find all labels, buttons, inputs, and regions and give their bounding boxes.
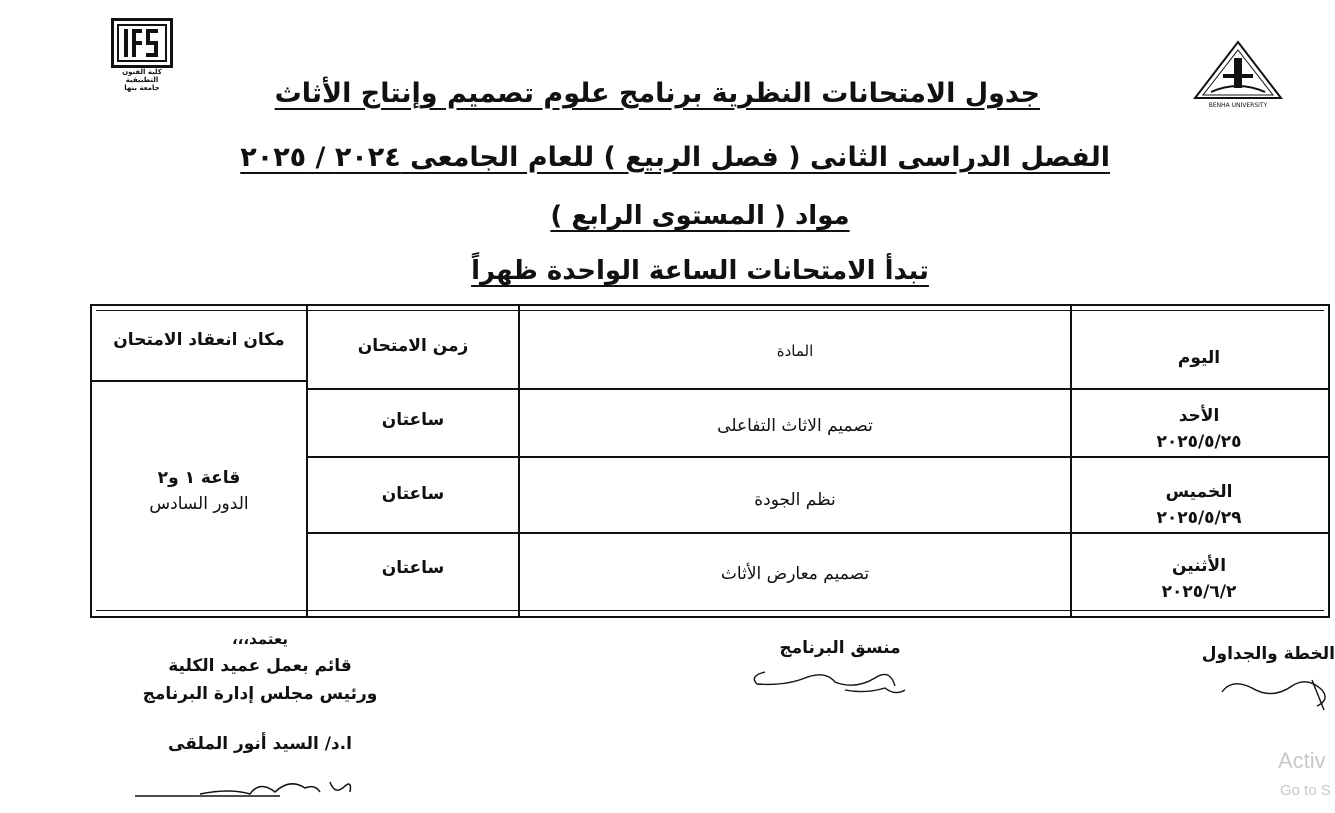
approval-label: يعتمد،،، [231,630,289,648]
schedules-signature [1212,670,1335,716]
level-title: مواد ( المستوى الرابع ) [550,201,850,231]
activation-watermark-title: Activ [1278,748,1326,773]
university-logo-caption: جامعة بنها [124,84,160,92]
row3-duration: ساعتان [381,558,445,578]
coordinator-signature [745,660,915,702]
row1-day: الأحد [1178,406,1220,426]
faculty-logo-caption: كلية الفنون التطبيقية [122,68,162,84]
dean-name: ا.د/ السيد أنور الملقى [168,734,352,754]
row1-subject: تصميم الاثاث التفاعلى [717,416,873,436]
semester-title: الفصل الدراسى الثانى ( فصل الربيع ) للعام الجامعى ٢٠٢٤ / ٢٠٢٥ [240,142,1110,173]
document-title: جدول الامتحانات النظرية برنامج علوم تصميم وإنتاج الأثاث [274,78,1040,109]
coordinator-title: منسق البرنامج [779,638,901,658]
faculty-logo-mark [111,18,173,68]
dean-signature [130,770,360,806]
row1-duration: ساعتان [381,410,445,430]
activation-watermark-subtitle: Go to S [1280,782,1331,799]
header-subject: المادة [776,342,814,360]
row3-day: الأثنين [1171,556,1227,576]
acting-dean-label: قائم بعمل عميد الكلية [168,656,352,676]
row3-date: ٢٠٢٥/٦/٢ [1161,582,1237,602]
header-day: اليوم [1177,348,1221,368]
row2-date: ٢٠٢٥/٥/٢٩ [1156,508,1242,528]
row3-subject: تصميم معارض الأثاث [720,564,870,584]
row2-subject: نظم الجودة [754,490,836,510]
university-logo [1193,40,1283,110]
header-location: مكان انعقاد الامتحان [113,330,285,350]
row1-date: ٢٠٢٥/٥/٢٥ [1156,432,1242,452]
schedules-title: الخطة والجداول [1201,644,1335,664]
header-duration: زمن الامتحان [357,336,469,356]
start-time-title: تبدأ الامتحانات الساعة الواحدة ظهراً [471,256,929,286]
row2-duration: ساعتان [381,484,445,504]
university-logo-caption-en: BENHA UNIVERSITY [1208,102,1268,109]
faculty-logo [108,18,176,92]
location-line-2: الدور السادس [149,494,249,514]
exam-schedule-table [90,304,1330,618]
location-line-1: قاعة ١ و٢ [157,468,241,488]
row2-day: الخميس [1165,482,1233,502]
board-chair-label: ورئيس مجلس إدارة البرنامج [142,684,378,704]
